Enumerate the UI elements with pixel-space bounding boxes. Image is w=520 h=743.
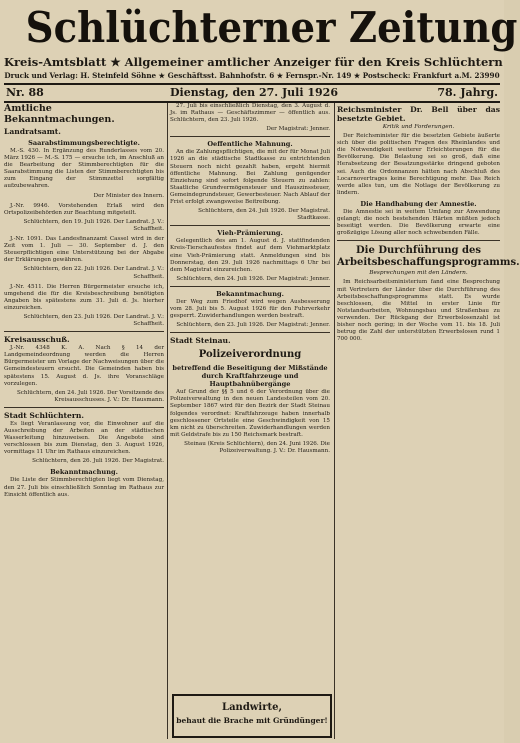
divider: [337, 240, 500, 241]
notice-text: An die Zahlungspflichtigen, die mit der für Monat Juli 1926 an die städtische Stadtkasse zu entrichtenden Steuern noch nicht gezahlt haben, ergeht hiermit öffentliche Mahnung. Bei Zahlung genügender Einziehung sind sofort folgende Steuern zu zahlen: Staatliche Grundvermögensteuer und Hauszinssteuer, Gemeindegrundsteuer, Gewerbesteuer. Nach Ablauf der Frist erfolgt zwangsweise Beitreibung.: [170, 149, 330, 206]
notice-signature: Schlüchtern, den 24. Juli 1926. Der Magistrat: Jenner.: [176, 275, 330, 282]
notice-signature: Der Magistrat: Jenner.: [266, 126, 330, 133]
dateline-bar: [4, 83, 500, 103]
notice-signature: Schlüchtern, den 26. Juli 1926. Der Magistrat.: [32, 458, 164, 465]
article-subheadline: Besprechungen mit den Ländern.: [369, 270, 468, 277]
notice-signature: Schlüchtern, den 24. Juli 1926. Der Magistrat. Stadtkasse.: [198, 208, 330, 222]
masthead-title: Schlüchterner Zeitung: [25, 3, 518, 52]
ordinance-subtitle: betreffend die Beseitigung der Mißstände durch Kraftfahrzeuge und Hauptbahnübergänge: [172, 364, 328, 389]
article-text: Der Reichsminister für die besetzten Gebiete äußerte sich über die politischen Fragen des Rheinlandes und die Notwendigkeit weiterer Erleichterungen für die Bevölkerung. Die Belastung sei so groß, daß eine Herabsetzung der Besatzungsstärke dringend geboten sei. Auch die Ordonnanzen hätten nach Abschluß des Locarnovertrages keine Berechtigung mehr. Das Reich werde alles tun, um die Notlage der Bevölkerung zu lindern.: [337, 133, 500, 196]
section-heading: Amtliche Bekanntmachungen.: [4, 103, 115, 125]
notice-text: Der Weg zum Friedhof wird wegen Ausbesserung vom 28. Juli bis 5. August 1926 für den Fuhrverkehr gesperrt. Zuwiderhandlungen werden bestraft.: [170, 298, 330, 320]
article-subheadline: Kritik und Forderungen.: [382, 124, 455, 130]
notice-text: M.-S. 430. In Ergänzung des Runderlasses vom 20. März 1926 — M.-S. 175 — ersuche ich, im Anschluß an die Bearbeitung der Stimmberechtigten für die Saarabstimmung die Listen der Stimmberechtigten bis zum Eingang der Stimmzettel sorgfältig aufzubewahren.: [4, 148, 164, 190]
divider: [170, 286, 330, 287]
notice-title: Kreisausschuß.: [4, 335, 70, 345]
notice-title: Bekanntmachung.: [50, 468, 118, 477]
section-subheading: Landratsamt.: [4, 127, 61, 136]
article-text: Die Amnestie sei in weitem Umfang zur Anwendung gelangt; die noch bestehenden Härten müßten jedoch beseitigt werden. Die Bevölkerung erwarte eine großzügige Lösung aller noch schwebenden Fälle.: [337, 208, 500, 237]
divider: [170, 332, 330, 333]
notice-text: Es liegt Veranlassung vor, die Einwohner auf die Ausschreibung der Arbeiten an der städtischen Wasserleitung hinzuweisen. Die Angebote sind verschlossen bis zum Dienstag, den 3. August 1926, vormittags 11 Uhr im Rathaus einzureichen.: [4, 420, 164, 456]
notice-text: 27. Juli bis einschließlich Dienstag, den 3. August d. Js. im Rathaus — Geschäftszimmer — öffentlich aus. Schlüchtern, den 23. Juli 1926.: [170, 103, 330, 124]
divider: [4, 407, 164, 408]
notice-signature: Schlüchtern, den 23. Juli 1926. Der Magistrat: Jenner.: [176, 322, 330, 329]
notice-signature: Der Minister des Innern.: [93, 192, 164, 199]
notice-text: Die Liste der Stimmberechtigten liegt vom Dienstag, den 27. Juli bis einschließlich Sonntag im Rathaus zur Einsicht öffentlich aus.: [4, 477, 164, 498]
notice-title: Stadt Schlüchtern.: [4, 410, 85, 420]
issue-date: Dienstag, den 27. Juli 1926: [170, 86, 338, 99]
notice-text: J.-Nr. 4348 K. A. Nach § 14 der Landgemeindeordnung werden die Herren Bürgermeister um Vorlage der Nachweisungen über die Gemeindesteuern ersucht. Die Gemeinden haben bis spätestens 15. August d. Js. ihre Voranschläge vorzulegen.: [4, 345, 164, 387]
column-official-notices: [4, 103, 164, 739]
notice-title: Vieh-Prämierung.: [217, 229, 283, 238]
ad-line-2: behaut die Brache mit Gründünger!: [176, 716, 328, 725]
notice-signature: Schlüchtern, den 23. Juli 1926. Der Landrat. J. V.: Schaffheit.: [23, 313, 164, 328]
article-text: Im Reichsarbeitsministerium fand eine Besprechung mit Vertretern der Länder über die Durchführung des Arbeitsbeschaffungsprogramms statt. Es wurde beschlossen, die Mittel in erster Linie für Notstandsarbeiten, Wohnungsbau und Straßenbau zu verwenden. Der Rückgang der Erwerbslosenzahl ist bisher noch gering; in der Woche vom 11. bis 18. Juli betrug die Zahl der unterstützten Erwerbslosen rund 1 700 000.: [337, 279, 500, 343]
divider: [170, 136, 330, 137]
article-section-title: Die Handhabung der Amnestie.: [360, 199, 477, 208]
notice-signature: Schlüchtern, den 19. Juli 1926. Der Landrat. J. V.: Schaffheit.: [23, 218, 164, 232]
notice-signature: Schlüchtern, den 22. Juli 1926. Der Landrat. J. V.: Schaffheit.: [23, 266, 164, 280]
notice-signature: Steinau (Kreis Schlüchtern), den 24. Juni 1926. Die Polizeiverwaltung. J. V.: Dr. Hausmann.: [184, 440, 330, 454]
notice-title: Bekanntmachung.: [216, 289, 284, 298]
divider: [4, 331, 164, 332]
notice-title: Saarabstimmungsberechtigte.: [28, 139, 140, 147]
notice-title: Stadt Steinau.: [170, 336, 231, 346]
advertisement-box: [172, 694, 332, 738]
article-headline: Reichsminister Dr. Bell über das besetzte Gebiet.: [337, 105, 500, 123]
article-headline: Die Durchführung des Arbeitsbeschaffungsprogramms.: [337, 245, 520, 269]
notice-title: Oeffentliche Mahnung.: [207, 140, 293, 149]
column-municipal-notices: [170, 103, 330, 739]
column-political-news: [337, 103, 520, 739]
ordinance-title: Polizeiverordnung: [198, 349, 302, 361]
notice-text: Gelegentlich des am 1. August d. J. stattfindenden Kreis-Tierschaufestes findet auf dem Viehmarktplatz eine Vieh-Prämierung statt. Anmeldungen sind bis Donnerstag, den 29. Juli 1926 nachmittags 6 Uhr bei dem Magistrat einzureichen.: [170, 238, 330, 273]
masthead-subtitle: Kreis-Amtsblatt ★ Allgemeiner amtlicher Anzeiger für den Kreis Schlüchtern: [4, 55, 503, 69]
issue-number: Nr. 88: [6, 86, 44, 99]
column-rule-1: [167, 103, 168, 739]
masthead-imprint: Druck und Verlag: H. Steinfeld Söhne ★ Geschäftsst. Bahnhofstr. 6 ★ Fernspr.-Nr. 149 ★ Postscheck: Frankfurt a.M. 23990: [4, 71, 500, 80]
divider: [170, 225, 330, 226]
notice-text: J.-Nr. 9946. Vorstehenden Erlaß wird den Ortspolizeibehörden zur Beachtung mitgeteilt.: [4, 202, 164, 216]
notice-text: J.-Nr. 1091. Das Landesfinanzamt Cassel wird in der Zeit vom 1. Juli — 30. September d. J. den Steuerpflichtigen eine Unterstützung bei der Abgabe der Erklärungen gewähren.: [4, 236, 164, 264]
column-rule-2: [334, 103, 335, 739]
volume-year: 78. Jahrg.: [437, 86, 498, 99]
ad-line-1: Landwirte,: [222, 702, 282, 713]
notice-text: J.-Nr. 4511. Die Herren Bürgermeister ersuche ich, umgehend die für die Kreisbeschreibung benötigten Angaben bis spätestens zum 31. Juli d. Js. hierher einzureichen.: [4, 283, 164, 311]
ordinance-text: Auf Grund der §§ 5 und 6 der Verordnung über die Polizeiverwaltung in den neuen Landesteilen vom 20. September 1867 wird für den Bezirk der Stadt Steinau folgendes verordnet: Kraftfahrzeuge haben innerhalb geschlossener Ortsteile eine Geschwindigkeit von 15 km nicht zu überschreiten. Zuwiderhandlungen werden mit Geldstrafe bis zu 150 Reichsmark bestraft.: [170, 389, 330, 438]
notice-signature: Schlüchtern, den 24. Juli 1926. Der Vorsitzende des Kreisausschusses. J. V.: Dr. Hausmann.: [16, 389, 164, 403]
